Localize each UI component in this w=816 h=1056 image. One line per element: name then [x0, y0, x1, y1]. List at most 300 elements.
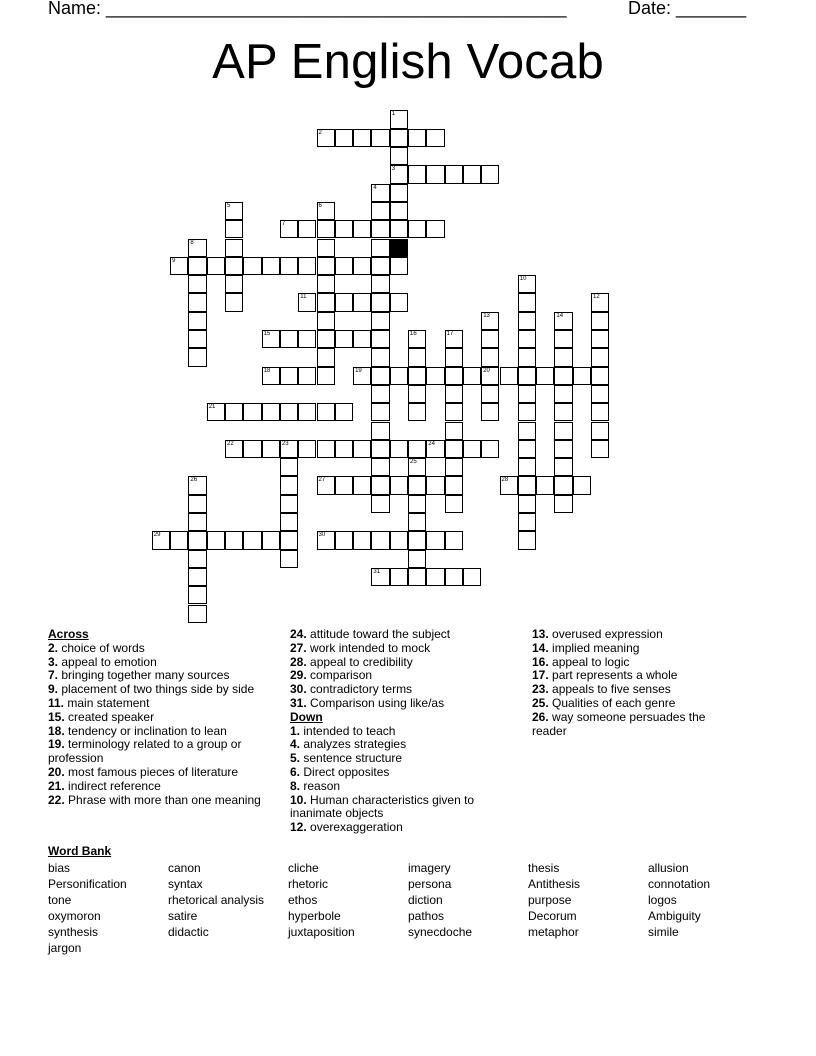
crossword-cell[interactable] [518, 330, 536, 348]
crossword-cell[interactable] [390, 531, 408, 549]
crossword-cell[interactable] [188, 312, 206, 330]
name-line[interactable]: Name: ______________________________________________ [48, 0, 567, 18]
crossword-cell[interactable] [243, 403, 261, 421]
crossword-cell[interactable] [353, 476, 371, 494]
crossword-cell[interactable] [536, 476, 554, 494]
crossword-cell[interactable] [426, 165, 444, 183]
crossword-cell[interactable] [390, 147, 408, 165]
crossword-cell[interactable] [518, 458, 536, 476]
clue-number: 14 [556, 312, 564, 319]
crossword-cell[interactable] [371, 403, 389, 421]
crossword-cell[interactable] [243, 531, 261, 549]
across-heading: Across [48, 627, 89, 641]
clue-number: 6 [318, 202, 322, 209]
crossword-cell[interactable] [408, 550, 426, 568]
clue-item: 26. way someone persuades the reader [532, 709, 706, 738]
crossword-cell[interactable] [408, 495, 426, 513]
clue-item: 13. overused expression [532, 627, 663, 641]
crossword-cell[interactable] [371, 220, 389, 238]
clue-number: 5 [227, 202, 231, 209]
clue-number: 3 [391, 166, 396, 173]
crossword-cell[interactable] [371, 275, 389, 293]
word-bank-item: hyperbole [288, 909, 341, 923]
clue-number: 16 [410, 331, 417, 337]
word-bank-item: tone [48, 893, 72, 907]
clue-item: 28. appeal to credibility [290, 654, 413, 669]
crossword-cell[interactable] [225, 293, 243, 311]
clue-item: 14. implied meaning [532, 640, 640, 655]
clue-number: 20 [483, 367, 490, 374]
crossword-cell[interactable] [463, 568, 481, 586]
crossword-cell[interactable] [390, 367, 408, 385]
clue-number: 8 [190, 239, 194, 246]
crossword-cell[interactable] [445, 165, 463, 183]
crossword-cell[interactable] [280, 220, 298, 238]
crossword-cell[interactable] [481, 330, 499, 348]
crossword-cell[interactable] [390, 476, 408, 494]
crossword-cell[interactable] [554, 348, 572, 366]
crossword-cell[interactable] [170, 531, 188, 549]
crossword-cell[interactable] [445, 367, 463, 385]
clue-item: 15. created speaker [48, 709, 155, 724]
crossword-cell[interactable] [426, 476, 444, 494]
crossword-cell[interactable] [554, 495, 572, 513]
crossword-cell[interactable] [225, 275, 243, 293]
clue-item: 6. Direct opposites [290, 764, 390, 779]
crossword-cell[interactable] [298, 403, 316, 421]
crossword-cell[interactable] [280, 550, 298, 568]
crossword-cell[interactable] [371, 495, 389, 513]
crossword-cell[interactable] [335, 440, 353, 458]
crossword-cell[interactable] [426, 367, 444, 385]
clue-item: 24. attitude toward the subject [290, 627, 451, 641]
crossword-cell[interactable] [554, 476, 572, 494]
crossword-cell[interactable] [335, 531, 353, 549]
clue-item: 5. sentence structure [290, 751, 403, 766]
crossword-cell[interactable] [317, 312, 335, 330]
crossword-cell[interactable] [591, 330, 609, 348]
crossword-cell[interactable] [445, 531, 463, 549]
clue-number: 15 [263, 331, 271, 337]
crossword-cell[interactable] [317, 220, 335, 238]
crossword-cell[interactable] [408, 367, 426, 385]
word-bank-item: ethos [288, 893, 318, 907]
clue-number: 30 [318, 532, 326, 539]
word-bank-item: rhetoric [288, 877, 329, 891]
crossword-cell[interactable] [207, 403, 225, 421]
crossword-cell[interactable] [353, 293, 371, 311]
crossword-cell[interactable] [317, 129, 335, 147]
crossword-cell[interactable] [518, 403, 536, 421]
crossword-cell[interactable] [225, 202, 243, 220]
crossword-cell[interactable] [390, 202, 408, 220]
crossword-cell[interactable] [280, 531, 298, 549]
clue-number: 26 [190, 477, 198, 484]
down-heading: Down [290, 709, 323, 724]
crossword-cell[interactable] [188, 513, 206, 531]
crossword-cell[interactable] [280, 495, 298, 513]
crossword-cell[interactable] [225, 257, 243, 275]
crossword-cell[interactable] [353, 330, 371, 348]
clue-item: 30. contradictory terms [290, 682, 413, 697]
crossword-cell[interactable] [317, 403, 335, 421]
crossword-cell[interactable] [353, 257, 371, 275]
crossword-cell[interactable] [445, 385, 463, 403]
crossword-cell[interactable] [426, 220, 444, 238]
crossword-cell[interactable] [408, 440, 426, 458]
crossword-cell[interactable] [298, 330, 316, 348]
clue-number: 10 [519, 276, 527, 283]
crossword-cell[interactable] [390, 165, 408, 183]
clue-number: 13 [483, 312, 490, 319]
crossword-cell[interactable] [554, 403, 572, 421]
crossword-cell[interactable] [518, 422, 536, 440]
crossword-cell[interactable] [445, 476, 463, 494]
clue-item: 25. Qualities of each genre [532, 695, 676, 710]
clue-number: 9 [172, 257, 176, 264]
crossword-cell[interactable] [518, 312, 536, 330]
crossword-cell[interactable] [390, 129, 408, 147]
crossword-cell[interactable] [408, 385, 426, 403]
clue-number: 23 [281, 440, 289, 447]
clue-number: 21 [208, 404, 216, 411]
word-bank-item: juxtaposition [288, 925, 355, 939]
crossword-cell[interactable] [371, 367, 389, 385]
clue-item: 4. analyzes strategies [290, 737, 407, 752]
crossword-cell[interactable] [262, 257, 280, 275]
crossword-cell[interactable] [463, 440, 481, 458]
crossword-cell[interactable] [408, 348, 426, 366]
crossword-cell[interactable] [243, 440, 261, 458]
crossword-cell[interactable] [225, 403, 243, 421]
crossword-cell[interactable] [371, 440, 389, 458]
crossword-cell[interactable] [445, 330, 463, 348]
crossword-cell[interactable] [225, 531, 243, 549]
clue-item: 2. choice of words [48, 640, 145, 655]
crossword-cell[interactable] [518, 513, 536, 531]
crossword-cell[interactable] [280, 330, 298, 348]
crossword-cell[interactable] [298, 220, 316, 238]
crossword-cell[interactable] [188, 330, 206, 348]
word-bank-item: imagery [408, 861, 451, 875]
word-bank-item: rhetorical analysis [168, 893, 265, 907]
crossword-cell[interactable] [481, 165, 499, 183]
crossword-cell[interactable] [317, 239, 335, 257]
crossword-cell[interactable] [335, 476, 353, 494]
crossword-cell[interactable] [518, 275, 536, 293]
clue-number: 12 [593, 294, 600, 301]
crossword-cell[interactable] [408, 531, 426, 549]
crossword-cell[interactable] [371, 385, 389, 403]
word-bank-item: Decorum [528, 909, 577, 923]
clue-number: 2 [318, 129, 322, 136]
clue-number: 1 [391, 111, 396, 118]
crossword-cell[interactable] [280, 367, 298, 385]
crossword-cell[interactable] [371, 476, 389, 494]
crossword-cell[interactable] [408, 458, 426, 476]
crossword-cell[interactable] [188, 586, 206, 604]
crossword-cell[interactable] [591, 385, 609, 403]
clue-item: 8. reason [290, 778, 341, 793]
crossword-cell[interactable] [591, 440, 609, 458]
crossword-cell[interactable] [408, 568, 426, 586]
crossword-cell[interactable] [390, 440, 408, 458]
crossword-cell[interactable] [188, 275, 206, 293]
crossword-cell[interactable] [445, 422, 463, 440]
crossword-cell[interactable] [573, 367, 591, 385]
crossword-cell[interactable] [554, 458, 572, 476]
crossword-cell[interactable] [335, 257, 353, 275]
crossword-cell[interactable] [188, 476, 206, 494]
clue-number: 29 [153, 532, 161, 539]
crossword-cell[interactable] [426, 531, 444, 549]
clue-item: 9. placement of two things side by side [48, 682, 255, 697]
crossword-cell[interactable] [518, 440, 536, 458]
crossword-cell[interactable] [262, 403, 280, 421]
crossword-cell[interactable] [390, 184, 408, 202]
crossword-cell[interactable] [317, 348, 335, 366]
crossword-cell[interactable] [426, 568, 444, 586]
clue-item: 1. intended to teach [290, 723, 396, 738]
crossword-cell[interactable] [317, 257, 335, 275]
crossword-cell[interactable] [390, 257, 408, 275]
clue-item: 10. Human characteristics given to inanimate objects [290, 792, 475, 821]
clue-number: 25 [410, 459, 417, 466]
crossword-cell[interactable] [426, 129, 444, 147]
clue-item: 17. part represents a whole [532, 668, 678, 683]
crossword-cell[interactable] [408, 330, 426, 348]
crossword-cell[interactable] [317, 476, 335, 494]
crossword-cell[interactable] [408, 403, 426, 421]
clue-number: 28 [501, 477, 509, 484]
word-bank-item: didactic [168, 925, 209, 939]
crossword-cell[interactable] [280, 513, 298, 531]
date-line[interactable]: Date: _______ [628, 0, 747, 18]
crossword-cell[interactable] [390, 110, 408, 128]
crossword-cell[interactable] [371, 422, 389, 440]
crossword-cell[interactable] [371, 312, 389, 330]
word-bank-item: synthesis [48, 925, 99, 939]
crossword-cell[interactable] [317, 293, 335, 311]
crossword-cell[interactable] [280, 458, 298, 476]
crossword-cell[interactable] [188, 348, 206, 366]
crossword-cell[interactable] [152, 531, 170, 549]
crossword-cell[interactable] [408, 220, 426, 238]
crossword-cell[interactable] [353, 367, 371, 385]
crossword-cell[interactable] [445, 348, 463, 366]
crossword-cell[interactable] [188, 550, 206, 568]
clue-item: 21. indirect reference [48, 778, 161, 793]
word-bank-item: jargon [48, 941, 82, 955]
clue-number: 27 [318, 477, 326, 484]
crossword-cell[interactable] [371, 202, 389, 220]
crossword-cell[interactable] [591, 312, 609, 330]
crossword-cell[interactable] [536, 367, 554, 385]
crossword-cell[interactable] [188, 495, 206, 513]
crossword-cell[interactable] [445, 458, 463, 476]
crossword-cell[interactable] [371, 239, 389, 257]
word-bank-item: syntax [168, 877, 203, 891]
word-bank-item: synecdoche [408, 925, 473, 939]
crossword-cell[interactable] [518, 367, 536, 385]
crossword-cell[interactable] [298, 440, 316, 458]
crossword-cell[interactable] [298, 257, 316, 275]
clues-column-2 [290, 628, 510, 835]
crossword-cell[interactable] [481, 348, 499, 366]
clue-item: 29. comparison [290, 668, 373, 683]
crossword-cell[interactable] [335, 330, 353, 348]
crossword-cell[interactable] [225, 239, 243, 257]
crossword-cell[interactable] [262, 367, 280, 385]
blocked-cell [390, 239, 408, 257]
crossword-cell[interactable] [426, 440, 444, 458]
crossword-cell[interactable] [518, 531, 536, 549]
crossword-cell[interactable] [188, 257, 206, 275]
crossword-cell[interactable] [591, 403, 609, 421]
word-bank-item: oxymoron [48, 909, 101, 923]
crossword-cell[interactable] [518, 476, 536, 494]
crossword-cell[interactable] [188, 605, 206, 623]
word-bank-item: purpose [528, 893, 572, 907]
crossword-cell[interactable] [591, 293, 609, 311]
crossword-cell[interactable] [371, 348, 389, 366]
crossword-cell[interactable] [371, 330, 389, 348]
clue-item: 27. work intended to mock [290, 640, 431, 655]
crossword-cell[interactable] [353, 440, 371, 458]
crossword-cell[interactable] [335, 220, 353, 238]
crossword-cell[interactable] [262, 531, 280, 549]
clues-column-3 [532, 628, 742, 738]
crossword-cell[interactable] [188, 239, 206, 257]
crossword-cell[interactable] [262, 330, 280, 348]
word-bank-item: Ambiguity [648, 909, 701, 923]
crossword-cell[interactable] [207, 531, 225, 549]
crossword-cell[interactable] [481, 367, 499, 385]
crossword-cell[interactable] [554, 312, 572, 330]
crossword-cell[interactable] [408, 129, 426, 147]
word-bank-item: Antithesis [528, 877, 581, 891]
crossword-cell[interactable] [554, 422, 572, 440]
crossword-cell[interactable] [317, 367, 335, 385]
word-bank-item: allusion [648, 861, 689, 875]
crossword-cell[interactable] [280, 476, 298, 494]
crossword-cell[interactable] [371, 257, 389, 275]
crossword-cell[interactable] [591, 367, 609, 385]
crossword-cell[interactable] [317, 531, 335, 549]
crossword-cell[interactable] [408, 165, 426, 183]
crossword-cell[interactable] [188, 293, 206, 311]
crossword-cell[interactable] [371, 129, 389, 147]
clues-column-1 [48, 628, 268, 807]
word-bank-item: bias [48, 861, 71, 875]
crossword-cell[interactable] [371, 458, 389, 476]
crossword-cell[interactable] [225, 220, 243, 238]
crossword-cell[interactable] [317, 440, 335, 458]
clue-number: 18 [263, 367, 271, 374]
crossword-cell[interactable] [188, 531, 206, 549]
clue-item: 31. Comparison using like/as [290, 695, 445, 710]
crossword-cell[interactable] [371, 568, 389, 586]
crossword-cell[interactable] [298, 293, 316, 311]
crossword-cell[interactable] [207, 257, 225, 275]
clue-item: 12. overexaggeration [290, 820, 403, 835]
crossword-cell[interactable] [335, 129, 353, 147]
crossword-cell[interactable] [445, 568, 463, 586]
crossword-cell[interactable] [317, 275, 335, 293]
crossword-cell[interactable] [481, 312, 499, 330]
crossword-cell[interactable] [481, 440, 499, 458]
crossword-cell[interactable] [170, 257, 188, 275]
crossword-cell[interactable] [445, 495, 463, 513]
crossword-cell[interactable] [243, 257, 261, 275]
word-bank [48, 860, 768, 956]
crossword-cell[interactable] [390, 293, 408, 311]
crossword-cell[interactable] [463, 367, 481, 385]
word-bank-title: Word Bank [48, 844, 112, 858]
crossword-cell[interactable] [353, 129, 371, 147]
crossword-cell[interactable] [188, 568, 206, 586]
crossword-cell[interactable] [335, 293, 353, 311]
crossword-cell[interactable] [481, 403, 499, 421]
crossword-cell[interactable] [390, 568, 408, 586]
crossword-cell[interactable] [317, 330, 335, 348]
page-title: AP English Vocab [212, 35, 604, 89]
crossword-cell[interactable] [280, 403, 298, 421]
crossword-cell[interactable] [445, 403, 463, 421]
word-bank-item: metaphor [528, 925, 579, 939]
crossword-cell[interactable] [371, 184, 389, 202]
clue-number: 11 [300, 294, 307, 301]
clue-number: 17 [446, 331, 454, 337]
crossword-cell[interactable] [262, 440, 280, 458]
crossword-cell[interactable] [518, 293, 536, 311]
crossword-cell[interactable] [371, 531, 389, 549]
crossword-cell[interactable] [518, 385, 536, 403]
crossword-cell[interactable] [353, 531, 371, 549]
word-bank-item: diction [408, 893, 443, 907]
crossword-cell[interactable] [518, 348, 536, 366]
crossword-cell[interactable] [317, 202, 335, 220]
crossword-cell[interactable] [353, 220, 371, 238]
crossword-cell[interactable] [554, 385, 572, 403]
crossword-cell[interactable] [500, 367, 518, 385]
word-bank-item: connotation [648, 877, 711, 891]
crossword-cell[interactable] [445, 440, 463, 458]
crossword-cell[interactable] [554, 440, 572, 458]
crossword-cell[interactable] [298, 367, 316, 385]
crossword-cell[interactable] [554, 330, 572, 348]
crossword-cell[interactable] [518, 495, 536, 513]
crossword-cell[interactable] [481, 385, 499, 403]
clue-item: 23. appeals to five senses [532, 682, 671, 697]
crossword-cell[interactable] [371, 293, 389, 311]
crossword-cell[interactable] [280, 440, 298, 458]
crossword-cell[interactable] [500, 476, 518, 494]
crossword-cell[interactable] [463, 165, 481, 183]
crossword-cell[interactable] [591, 422, 609, 440]
word-bank-item: thesis [528, 861, 560, 875]
crossword-cell[interactable] [335, 403, 353, 421]
crossword-cell[interactable] [390, 220, 408, 238]
crossword-cell[interactable] [591, 348, 609, 366]
clue-number: 31 [373, 568, 381, 575]
crossword-cell[interactable] [408, 513, 426, 531]
crossword-cell[interactable] [408, 476, 426, 494]
crossword-cell[interactable] [280, 257, 298, 275]
crossword-cell[interactable] [573, 476, 591, 494]
crossword-cell[interactable] [225, 440, 243, 458]
crossword-cell[interactable] [554, 367, 572, 385]
